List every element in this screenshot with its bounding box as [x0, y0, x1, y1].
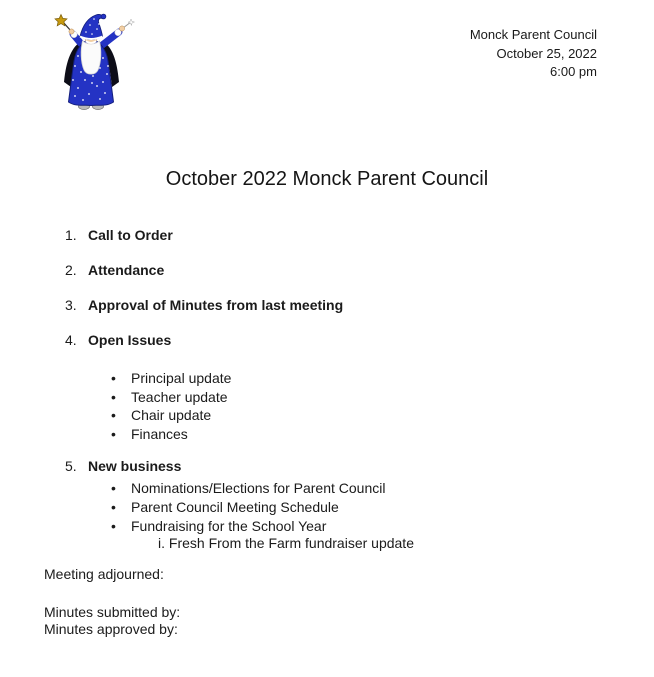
- bullet-label: Finances: [131, 426, 188, 443]
- bullet-item: [111, 498, 385, 517]
- bullet-item: [111, 425, 231, 444]
- bullet-label: Fundraising for the School Year: [131, 518, 327, 535]
- agenda-item-new-business: [65, 458, 181, 475]
- bullet-label: Nominations/Elections for Parent Council: [131, 480, 386, 496]
- bullet-dot-icon: •: [111, 499, 116, 516]
- header-date: October 25, 2022: [496, 45, 597, 61]
- bullet-dot-icon: •: [111, 388, 116, 405]
- minutes-approved-label: Minutes approved by:: [44, 621, 178, 637]
- bullet-label: Chair update: [131, 407, 212, 424]
- bullet-item: [111, 406, 231, 425]
- agenda-item-number: 3.: [65, 297, 77, 313]
- bullet-dot-icon: •: [111, 407, 116, 424]
- agenda-item-number: 4.: [65, 332, 77, 348]
- agenda-item-call-to-order: [65, 227, 173, 244]
- header-org: Monck Parent Council: [469, 27, 597, 42]
- agenda-item-number: 2.: [65, 262, 77, 278]
- agenda-item-label: Call to Order: [88, 227, 173, 243]
- bullet-item: [111, 388, 231, 407]
- page-title: October 2022 Monck Parent Council: [165, 168, 489, 190]
- bullet-item: [111, 369, 231, 388]
- agenda-item-label: Attendance: [88, 262, 165, 278]
- bullet-label: Principal update: [131, 370, 232, 386]
- minutes-submitted-label: Minutes submitted by:: [44, 604, 181, 620]
- wizard-clipart: [45, 8, 137, 112]
- bullet-label: Parent Council Meeting Schedule: [131, 499, 339, 516]
- bullet-dot-icon: •: [111, 518, 116, 535]
- bullet-label: Teacher update: [131, 388, 228, 405]
- bullet-item: [111, 479, 385, 498]
- agenda-item-attendance: [65, 262, 164, 279]
- agenda-item-approval-of-minutes: [65, 297, 343, 314]
- header-time: 6:00 pm: [550, 64, 597, 79]
- meeting-adjourned-label: Meeting adjourned:: [44, 566, 164, 582]
- bullet-dot-icon: •: [111, 426, 116, 443]
- bullet-dot-icon: •: [111, 370, 116, 386]
- agenda-item-number: 1.: [65, 227, 77, 243]
- bullet-dot-icon: •: [111, 480, 116, 496]
- header-block: [470, 26, 597, 82]
- sub-item-fresh-from-the-farm: i. Fresh From the Farm fundraiser update: [158, 535, 414, 551]
- agenda-item-label: Open Issues: [88, 332, 172, 348]
- bullet-list-new-business: [111, 479, 385, 537]
- agenda-item-label: Approval of Minutes from last meeting: [88, 297, 344, 313]
- bullet-item: [111, 517, 385, 536]
- agenda-item-open-issues: [65, 332, 171, 349]
- agenda-item-label: New business: [88, 458, 182, 474]
- bullet-list-open-issues: [111, 369, 231, 444]
- agenda-item-number: 5.: [65, 458, 77, 474]
